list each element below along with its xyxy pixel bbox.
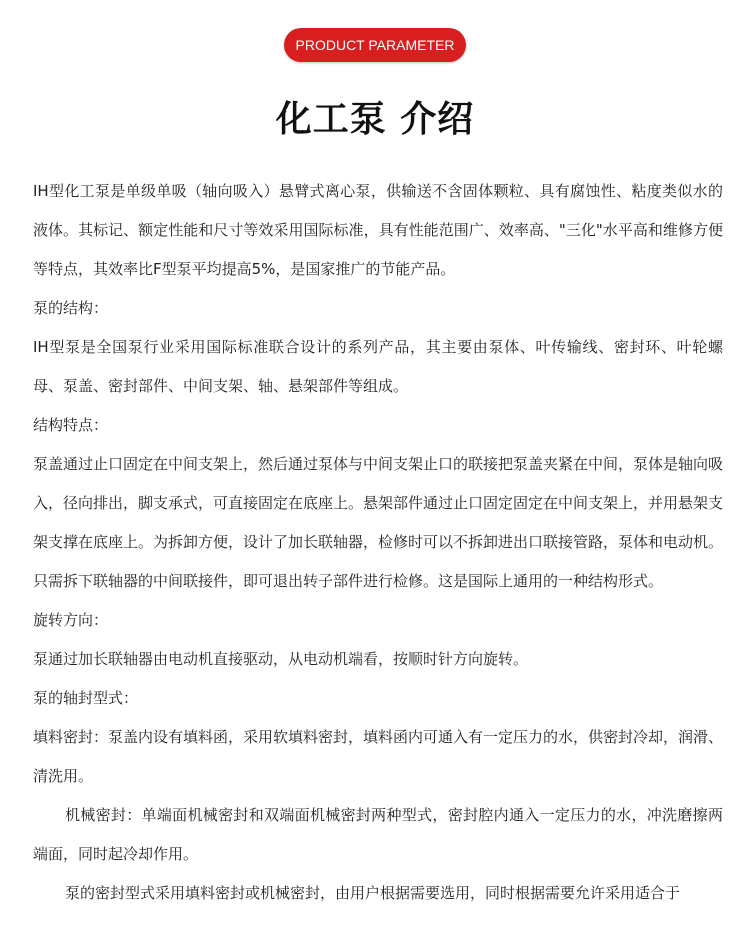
- section-heading-features: 结构特点：: [33, 416, 109, 434]
- article-body: [33, 172, 723, 913]
- packing-seal-paragraph: 填料密封：泵盖内设有填料函，采用软填料密封，填料函内可通入有一定压力的水，供密封冷却，润滑、清洗用。: [33, 728, 724, 785]
- product-parameter-badge: PRODUCT PARAMETER: [284, 28, 466, 62]
- mechanical-seal-paragraph: 机械密封：单端面机械密封和双端面机械密封两种型式，密封腔内通入一定压力的水，冲洗磨擦两端面，同时起冷却作用。: [33, 806, 723, 863]
- intro-paragraph: IH型化工泵是单级单吸（轴向吸入）悬臂式离心泵，供输送不含固体颗粒、具有腐蚀性、粘度类似水的液体。其标记、额定性能和尺寸等效采用国际标准，具有性能范围广、效率高、"三化"水平高和维修方便等特点，其效率比F型泵平均提高5%，是国家推广的节能产品。: [33, 182, 723, 278]
- features-paragraph: 泵盖通过止口固定在中间支架上，然后通过泵体与中间支架止口的联接把泵盖夹紧在中间，泵体是轴向吸入，径向排出，脚支承式，可直接固定在底座上。悬架部件通过止口固定固定在中间支架上，并用悬架支架支撑在底座上。为拆卸方便，设计了加长联轴器，检修时可以不拆卸进出口联接管路，泵体和电动机。只需拆下联轴器的中间联接件，即可退出转子部件进行检修。这是国际上通用的一种结构形式。: [33, 455, 724, 590]
- header-badge-area: [0, 28, 750, 62]
- rotation-paragraph: 泵通过加长联轴器由电动机直接驱动，从电动机端看，按顺时针方向旋转。: [33, 650, 529, 668]
- section-heading-rotation: 旋转方向：: [33, 611, 109, 629]
- section-heading-structure: 泵的结构：: [33, 299, 109, 317]
- seal-selection-paragraph: 泵的密封型式采用填料密封或机械密封，由用户根据需要选用，同时根据需要允许采用适合于: [65, 884, 681, 902]
- structure-paragraph: IH型泵是全国泵行业采用国际标准联合设计的系列产品，其主要由泵体、叶传输线、密封环、叶轮螺母、泵盖、密封部件、中间支架、轴、悬架部件等组成。: [33, 338, 723, 395]
- page-title: 化工泵 介绍: [275, 99, 475, 140]
- section-heading-shaft-seal: 泵的轴封型式：: [33, 689, 139, 707]
